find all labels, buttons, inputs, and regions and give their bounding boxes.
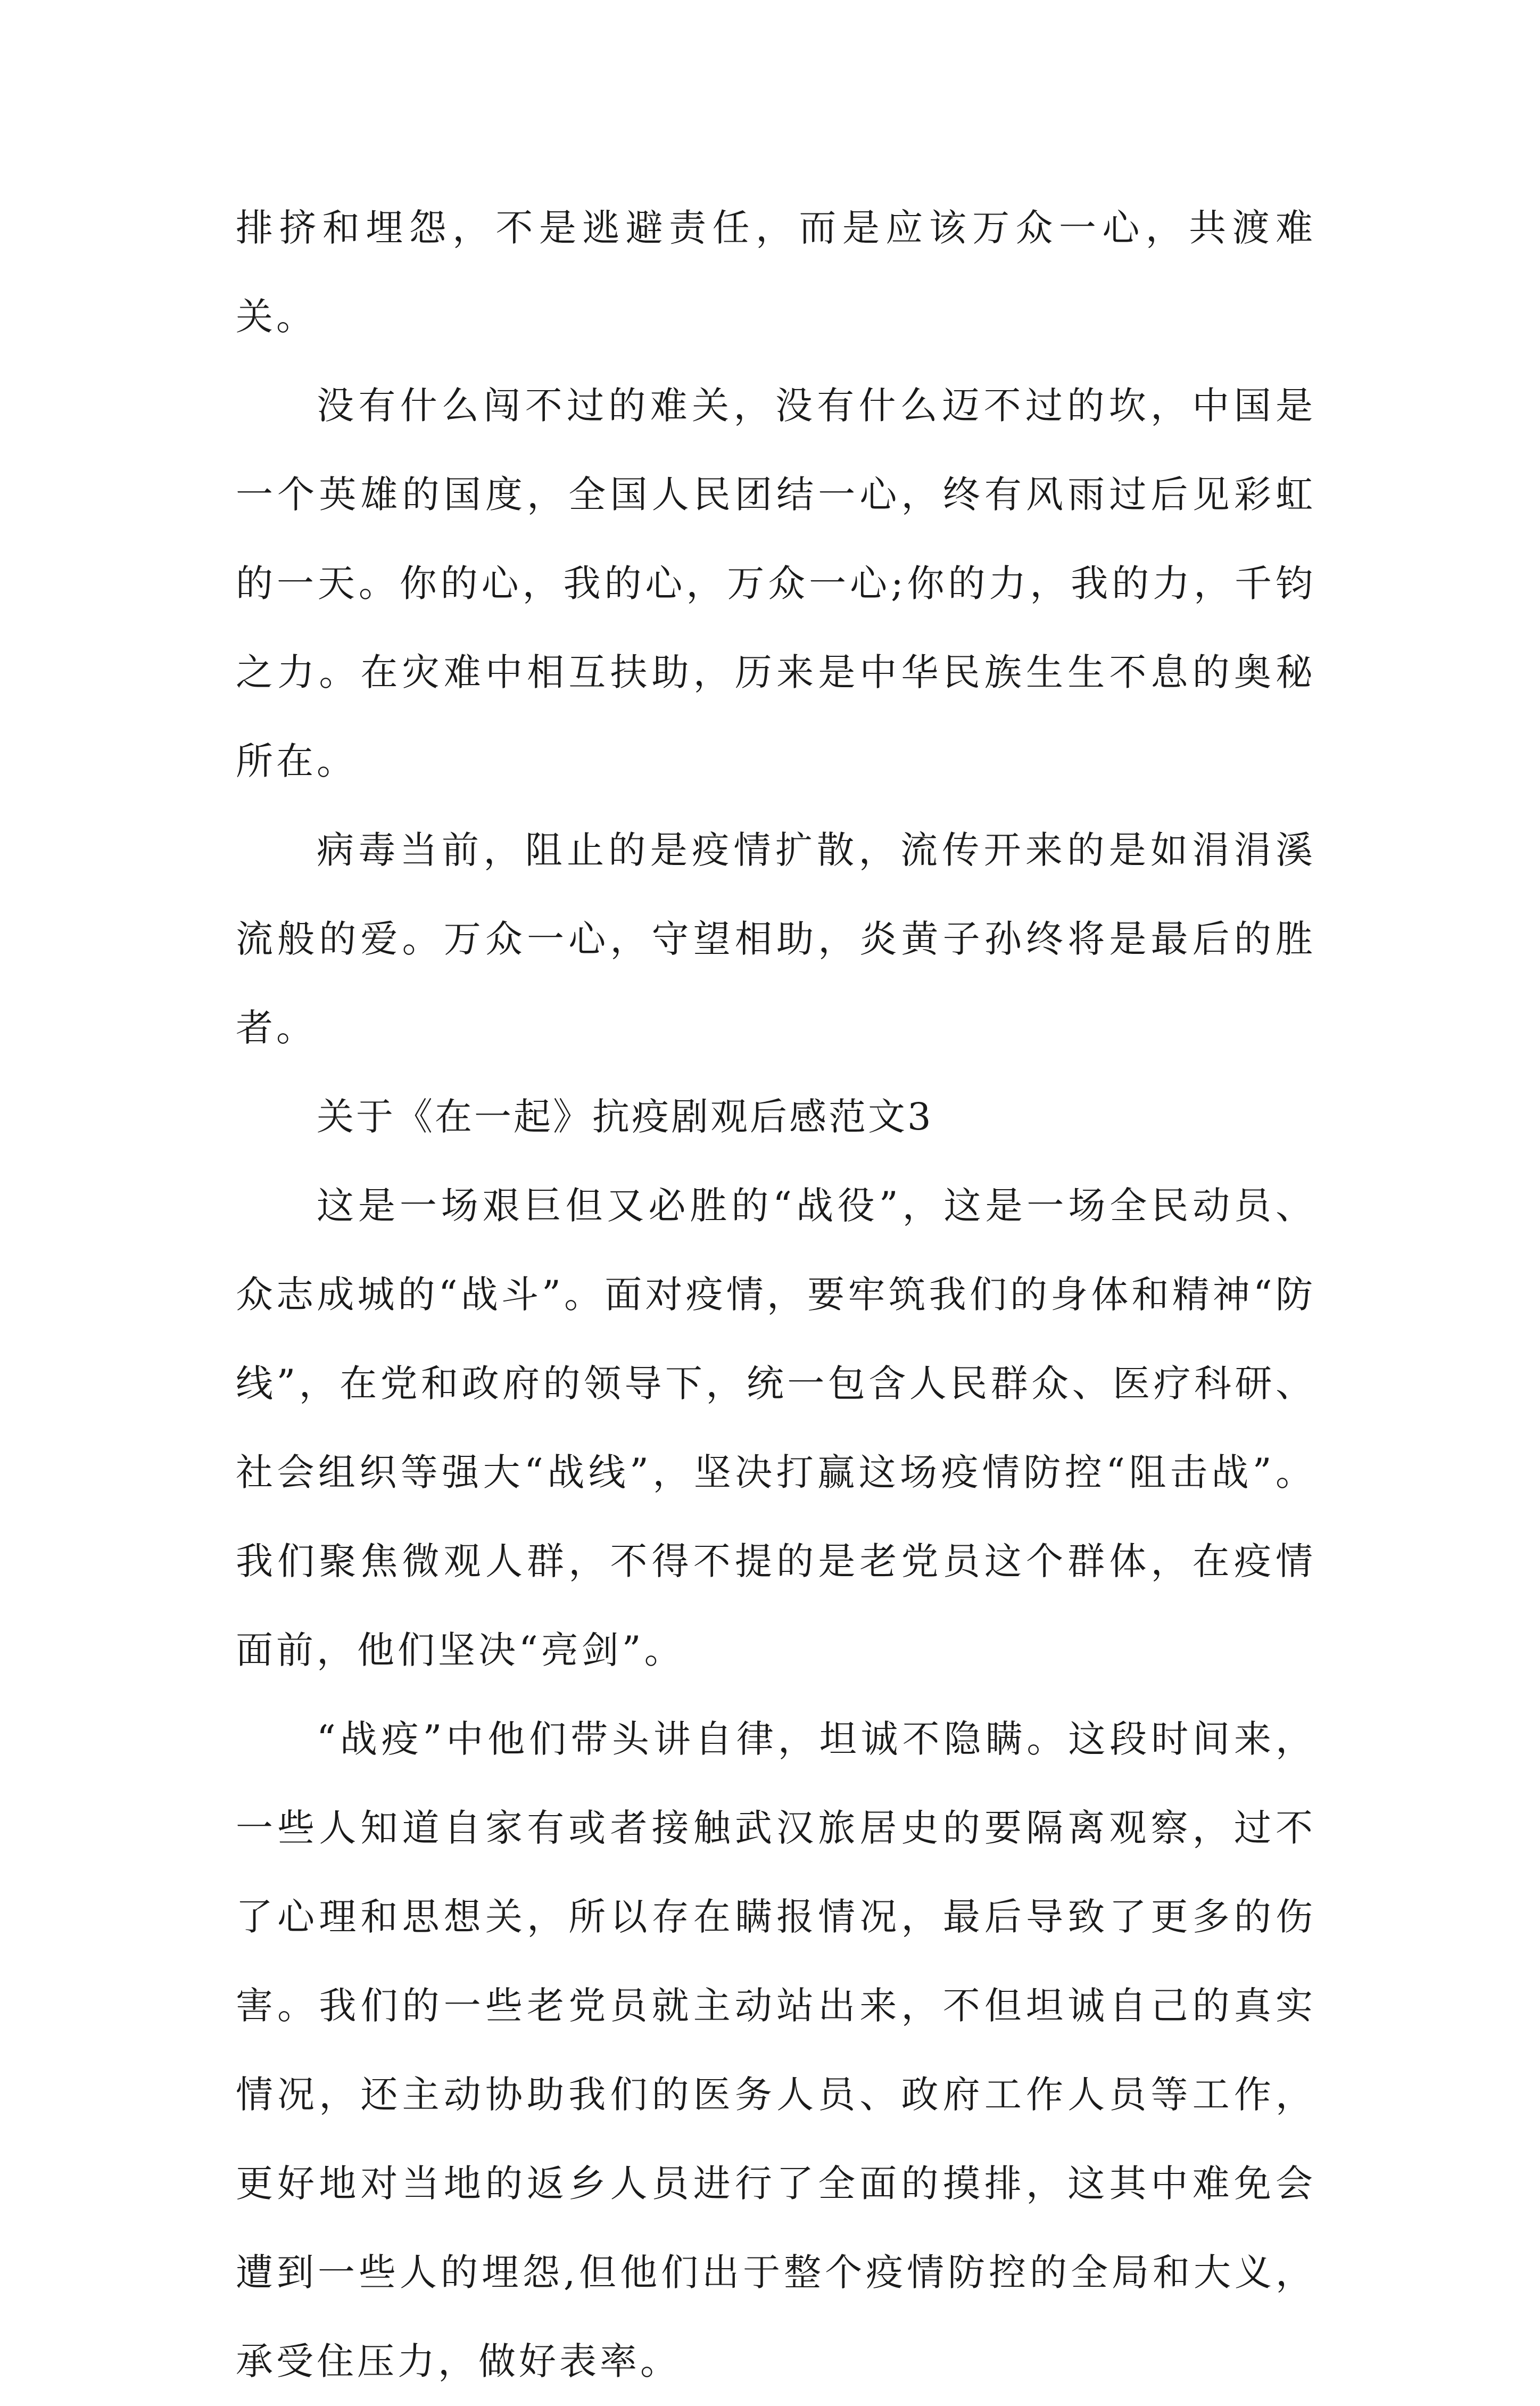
paragraph: 没有什么闯不过的难关，没有什么迈不过的坎，中国是一个英雄的国度，全国人民团结一心，终有风雨过后见彩虹的一天。你的心，我的心，万众一心;你的力，我的力，千钧之力。在灾难中相互扶助，历来是中华民族生生不息的奥秘所在。: [236, 384, 1316, 783]
paragraph-continuation: 排挤和埋怨，不是逃避责任，而是应该万众一心，共渡难关。: [236, 206, 1316, 339]
section-heading: 关于《在一起》抗疫剧观后感范文3: [317, 1095, 933, 1139]
paragraph: 这是一场艰巨但又必胜的“战役”，这是一场全民动员、众志成城的“战斗”。面对疫情，要牢筑我们的身体和精神“防线”，在党和政府的领导下，统一包含人民群众、医疗科研、社会组织等强大“战线”，坚决打赢这场疫情防控“阻击战”。我们聚焦微观人群，不得不提的是老党员这个群体，在疫情面前，他们坚决“亮剑”。: [236, 1184, 1316, 1672]
document-body: [236, 184, 1316, 2406]
paragraph: 病毒当前，阻止的是疫情扩散，流传开来的是如涓涓溪流般的爱。万众一心，守望相助，炎黄子孙终将是最后的胜者。: [236, 828, 1316, 1050]
paragraph: “战疫”中他们带头讲自律，坦诚不隐瞒。这段时间来，一些人知道自家有或者接触武汉旅居史的要隔离观察，过不了心理和思想关，所以存在瞒报情况，最后导致了更多的伤害。我们的一些老党员就主动站出来，不但坦诚自己的真实情况，还主动协助我们的医务人员、政府工作人员等工作，更好地对当地的返乡人员进行了全面的摸排，这其中难免会遭到一些人的埋怨,但他们出于整个疫情防控的全局和大义，承受住压力，做好表率。: [236, 1717, 1316, 2383]
